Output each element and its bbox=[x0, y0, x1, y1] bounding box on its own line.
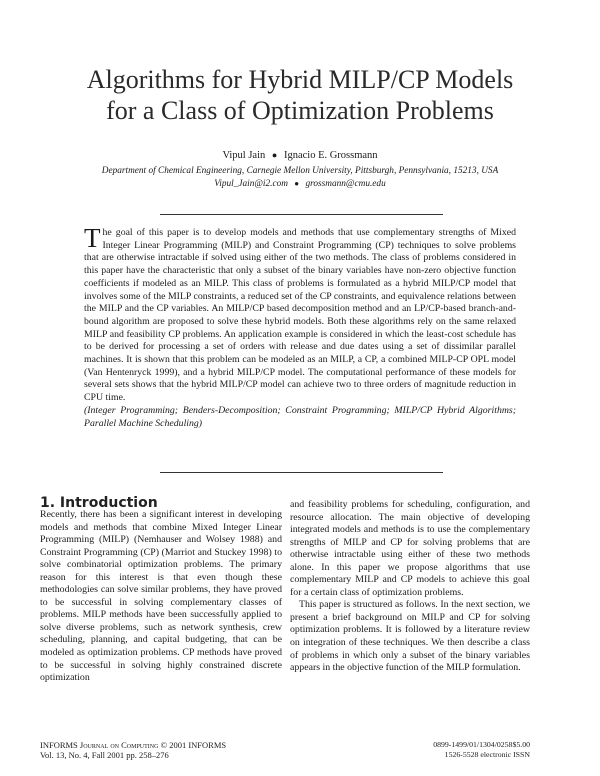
section-heading-introduction: 1. Introduction bbox=[40, 495, 158, 511]
paper-title bbox=[40, 64, 560, 126]
left-column bbox=[40, 509, 282, 685]
journal-name: INFORMS Journal on Computing bbox=[40, 740, 159, 750]
author-1: Vipul Jain bbox=[222, 150, 266, 161]
intro-paragraph-3: This paper is structured as follows. In the next section, we present a brief background on MILP and CP for solving optimization problems. It is followed by a literature review on integration of these techniques. We then describe a class of problems in which only a subset of the binary variables appears in the objective function of the MILP formulation. bbox=[290, 599, 530, 674]
copyright: © 2001 INFORMS bbox=[160, 740, 227, 750]
author-separator: ● bbox=[271, 150, 278, 160]
issn-print: 0899-1499/01/1304/0258$5.00 bbox=[433, 740, 530, 749]
email-separator: ● bbox=[294, 179, 300, 188]
author-line bbox=[0, 150, 600, 161]
abstract-keywords: (Integer Programming; Benders-Decomposition; Constraint Programming; MILP/CP Hybrid Algorithms; Parallel Machine Scheduling) bbox=[84, 404, 516, 429]
affiliation: Department of Chemical Engineering, Carnegie Mellon University, Pittsburgh, Pennsylvania, 15213, USA bbox=[101, 166, 499, 176]
right-column bbox=[290, 499, 530, 675]
title-line-1: Algorithms for Hybrid MILP/CP Models bbox=[86, 65, 514, 94]
abstract-dropcap: T bbox=[84, 223, 101, 253]
intro-paragraph-1: Recently, there has been a significant interest in developing models and methods that combine Mixed Integer Linear Programming (MILP) (Nemhauser and Wolsey 1988) and Constraint Programming (CP) (Marriot and Stuckey 1998) to solve combinatorial optimization problems. The primary reason for this interest is that even though these methodologies can solve similar problems, they have proved to be successful in solving complementary classes of problems. MILP methods have been successfully applied to solve diverse problems, such as network synthesis, crew scheduling, planning, and capital budgeting, that can be modeled as optimization problems. CP methods have proved to be successful in solving highly constrained discrete optimization bbox=[40, 509, 282, 684]
issn-electronic: 1526-5528 electronic ISSN bbox=[444, 750, 530, 759]
author-2: Ignacio E. Grossmann bbox=[283, 150, 378, 161]
abstract-text: he goal of this paper is to develop models and methods that use complementary strengths of Mixed Integer Linear Programming (MILP) and Constraint Programming (CP) techniques to solve problems that are otherwise intractable if solved using either of the two methods. The class of problems considered in this paper have the characteristic that only a subset of the binary variables have non-zero objective function coefficients if modeled as an MILP. This class of problems is formulated as a hybrid MILP/CP model that involves some of the MILP constraints, a reduced set of the CP constraints, and equivalence relations between the MILP and the CP variables. An MILP/CP based decomposition method and an LP/CP-based branch-and-bound algorithm are proposed to solve these hybrid models. Both these algorithms rely on the same relaxed MILP and feasibility CP problems. An application example is considered in which the least-cost schedule has to be derived for processing a set of orders with release and due dates using a set of dissimilar parallel machines. It is shown that this problem can be modeled as an MILP, a CP, a combined MILP-CP OPL model (Van Hentenryck 1999), and a hybrid MILP/CP model. The computational performance of these models for several sets shows that the hybrid MILP/CP model can achieve two to three orders of magnitude reduction in CPU time. bbox=[84, 227, 516, 404]
email-1: Vipul_Jain@i2.com bbox=[214, 179, 288, 189]
title-line-2: for a Class of Optimization Problems bbox=[106, 96, 494, 125]
email-2: grossmann@cmu.edu bbox=[305, 179, 386, 189]
email-line bbox=[0, 179, 600, 189]
abstract-top-rule bbox=[160, 214, 443, 215]
abstract bbox=[84, 223, 516, 430]
issn-block bbox=[340, 740, 530, 760]
volume-info: Vol. 13, No. 4, Fall 2001 pp. 258–276 bbox=[40, 750, 169, 760]
intro-paragraph-2: and feasibility problems for scheduling, configuration, and resource allocation. The main objective of developing integrated models and methods is to use the complementary strengths of MILP and CP for solving problems that are otherwise intractable using either of these two methods alone. In this paper we propose algorithms that use complementary MILP and CP models to achieve this goal for a certain class of optimization problems. bbox=[290, 499, 530, 598]
abstract-bottom-rule bbox=[160, 472, 443, 473]
journal-citation bbox=[40, 740, 226, 760]
